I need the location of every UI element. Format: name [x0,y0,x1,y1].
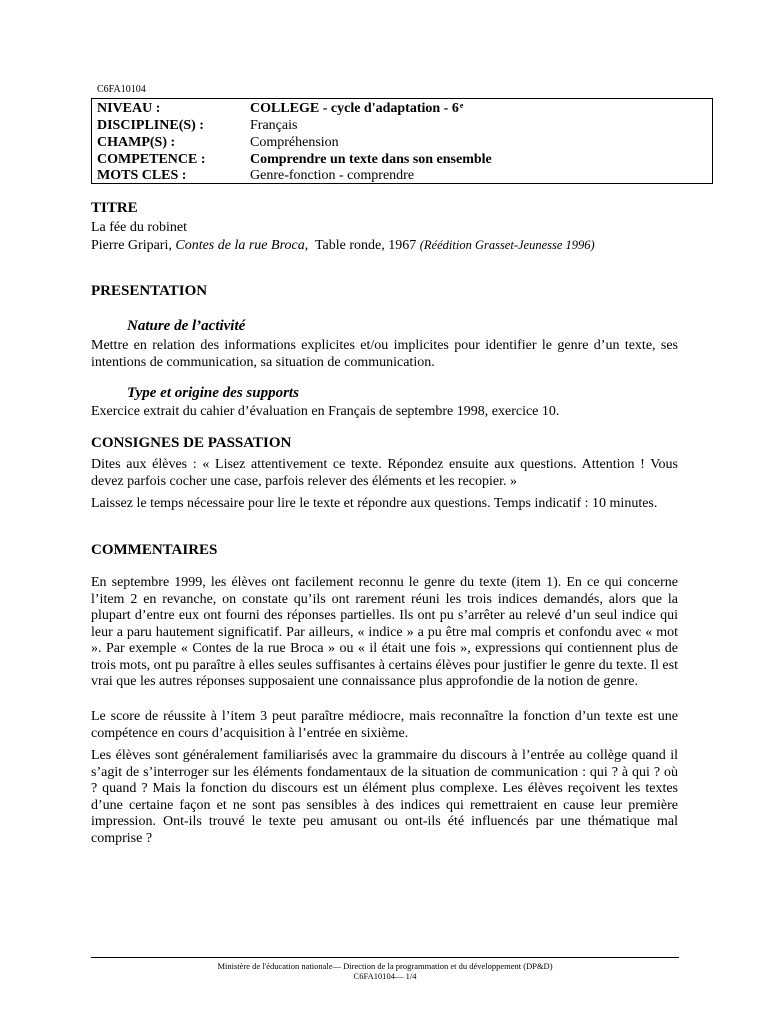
titre-line: La fée du robinet [91,220,188,235]
metadata-table [91,98,713,184]
meta-label: DISCIPLINE(S) : [97,118,204,133]
meta-value: Compréhension [250,135,339,150]
titre-reference: Pierre Gripari, Contes de la rue Broca, Table ronde, 1967 (Réédition Grasset-Jeunesse 1996) [91,238,595,253]
meta-label: COMPETENCE : [97,152,206,167]
meta-value: Genre-fonction - comprendre [250,168,415,183]
consignes-paragraph-1: Dites aux élèves : « Lisez attentivement ce texte. Répondez ensuite aux questions. Attention ! Vous devez parfois cocher une case, parfois relever des éléments et les recopier. » [91,457,678,489]
nature-paragraph: Mettre en relation des informations explicites et/ou implicites pour identifier le genre d’un texte, ses intentions de communication, sa situation de communication. [91,338,678,370]
meta-row-niveau [92,100,712,117]
meta-row-champ [92,134,712,151]
footer-ministry: Ministère de l'éducation nationale— Direction de la programmation et du développement (DP&D) [217,961,553,971]
type-paragraph: Exercice extrait du cahier d’évaluation en Français de septembre 1998, exercice 10. [91,404,560,419]
subheading-type: Type et origine des supports [127,385,299,401]
meta-value: Français [250,118,298,133]
meta-label: CHAMP(S) : [97,135,176,150]
section-heading-presentation: PRESENTATION [91,283,208,299]
footer-rule [91,957,679,958]
meta-label: MOTS CLES : [97,168,187,183]
meta-value: Comprendre un texte dans son ensemble [250,152,492,167]
commentaires-paragraph-2: Le score de réussite à l’item 3 peut paraître médiocre, mais reconnaître la fonction d’un texte est une compétence en cours d’acquisition à l’entrée en sixième. [91,709,678,741]
commentaires-paragraph-1: En septembre 1999, les élèves ont facilement reconnu le genre du texte (item 1). En ce qui concerne l’item 2 en revanche, on constate qu’ils ont rarement réuni les trois indices demandés, alors que la plupart d’entre eux ont fourni des réponses partielles. Ils ont pu s’arrêter au relevé d’un seul indice qui leur a paru hautement significatif. Par ailleurs, « indice » a pu être mal compris et confondu avec « mot ». Par exemple « Contes de la rue Broca » ou « il était une fois », expressions qui contiennent plus de trois mots, ont pu paraître à elles seules suffisantes à certains élèves pour justifier le genre du texte. Il est vrai que les autres réponses supposaient une connaissance plus approfondie de la notion de genre. [91,575,678,689]
document-code-top: C6FA10104 [97,84,146,95]
section-heading-commentaires: COMMENTAIRES [91,542,218,558]
meta-row-mots-cles [92,167,712,184]
section-heading-titre: TITRE [91,200,138,216]
consignes-paragraph-2: Laissez le temps nécessaire pour lire le texte et répondre aux questions. Temps indicatif : 10 minutes. [91,496,658,511]
commentaires-paragraph-3: Les élèves sont généralement familiarisés avec la grammaire du discours à l’entrée au collège quand il s’agit de s’interroger sur les éléments fondamentaux de la situation de communication : qui ? à qui ? où ? quand ? Mais la fonction du discours est un élément plus complexe. Les élèves reçoivent les textes d’une certaine façon et ne sont pas sensibles à des indices qui remettraient en cause leur première impression. Ont-ils trouvé le texte peu amusant ou ont-ils été influencés par une thématique mal comprise ? [91,748,678,846]
subheading-nature: Nature de l’activité [127,318,246,334]
meta-value: COLLEGE - cycle d'adaptation - 6e [250,101,464,116]
meta-label: NIVEAU : [97,101,161,116]
footer-page-number: C6FA10104— 1/4 [353,971,417,981]
meta-row-competence [92,151,712,168]
meta-row-discipline [92,117,712,134]
section-heading-consignes: CONSIGNES DE PASSATION [91,435,292,451]
